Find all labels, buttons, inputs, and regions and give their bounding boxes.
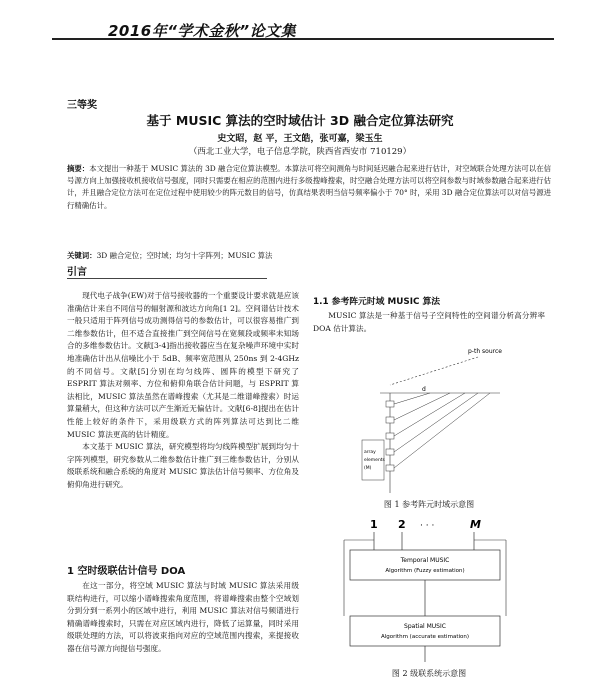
fig2-arrows <box>374 532 474 550</box>
section1-heading: 1 空时级联估计信号 DOA <box>67 566 186 577</box>
abstract <box>67 163 551 212</box>
fig2-box2-line1: Spatial MUSIC <box>404 623 446 630</box>
fig2-box-temporal <box>350 550 500 580</box>
fig2-box1-line1: Temporal MUSIC <box>400 557 450 564</box>
fig1-ray <box>394 393 430 404</box>
intro-heading: 引言 <box>67 267 87 278</box>
section11-body <box>313 310 545 335</box>
fig2-box-spatial <box>350 616 500 646</box>
fig1-element <box>386 417 394 423</box>
fig1-element <box>386 465 394 471</box>
fig1-ray <box>394 393 478 452</box>
affiliation: （西北工业大学，电子信息学院，陕西省西安市 710129） <box>188 147 412 157</box>
fig1-d-label: d <box>422 386 426 393</box>
fig2-box1-line2: Algorithm (Fuzzy estimation) <box>385 568 465 574</box>
section1-body <box>67 580 299 656</box>
fig2-box2-line2: Algorithm (accurate estimation) <box>381 634 469 640</box>
figure2-caption: 图 2 级联系统示意图 <box>391 669 467 678</box>
keywords-text: 3D 融合定位；空时域；均匀十字阵列；MUSIC 算法 <box>96 251 273 260</box>
intro-paragraph-1: 现代电子战争(EW)对于信号接收器的一个重要设计要求就是应该准确估计来自不同信号的辐射源和波达方向角[1 2]。空间谱估计技术一般只适用于阵列信号成功测得信号的参数估计，可以很容易推广到二维参数估计，但不适合直接推广到空间信号在宽频段或频率未知场合的多维参数估计。文献[3-4]指出接收器应当在复杂噪声环境中实时地准确估计出从信噪比小于 5dB、频率宽范围从 250ns 到 2-4GHz 的不同信号。文献[5]分别在均匀线阵、圆阵的模型下研究了 ESPRIT 算法对频率、方位和俯仰角联合估计问题，与 ESPRIT 算法相比，MUSIC 算法虽然在谱峰搜索（尤其是二维谱峰搜索）时运算量稍大，但这种方法可以产生渐近无偏估计。文献[6-8]提出在估计性能上较好的条件下，采用级联方式的阵列算法可达到比二维 MUSIC 算法更高的估计精度。 <box>67 291 299 439</box>
intro-rule <box>67 278 267 279</box>
figure1-caption: 图 1 参考阵元时域示意图 <box>383 500 475 509</box>
fig1-ray <box>394 393 490 468</box>
section1-paragraph-1: 在这一部分，将空域 MUSIC 算法与时域 MUSIC 算法采用级联结构进行，可以缩小谱峰搜索角度范围，将谱峰搜索由整个空域划分到分到一系列小的区域中进行，利用 MUSIC 算法对信号频谱进行精确谱峰搜索时，只需在对应区域内进行，降低了运算量，同时采用级联处理的方法，可以将波束指向对应的空域范围内搜索，来提接收器在信号源方向提信号强度。 <box>67 581 299 653</box>
fig1-element <box>386 449 394 455</box>
fig2-label-m: M <box>470 518 481 531</box>
award-label: 三等奖 <box>67 100 97 111</box>
fig2-label-1: 1 <box>370 518 378 531</box>
figure1-diagram <box>360 345 510 495</box>
fig1-ray <box>394 393 465 436</box>
keywords-label: 关键词： <box>67 251 97 260</box>
fig1-array-label-1: array <box>364 450 376 455</box>
section11-heading: 1.1 参考阵元时域 MUSIC 算法 <box>313 297 441 307</box>
figure2-diagram <box>340 516 510 666</box>
section11-paragraph-1: MUSIC 算法是一种基于信号子空间特性的空间谱分析高分辨率 DOA 估计算法。 <box>313 311 545 333</box>
header-title: 2016年“学术金秋”论文集 <box>108 22 297 40</box>
fig1-ray <box>394 393 450 420</box>
fig1-source-label: p-th source <box>468 348 502 355</box>
abstract-text: 本文提出一种基于 MUSIC 算法的 3D 融合定位算法模型。本算法可将空间测角与时间延迟融合起来进行估计，对空域联合处理方法可以在信号源方向上加强接收机接收信号强度，同时只需要在相应的范围内进行多级搜峰搜索，时空融合处理方法可以将空间参数与时域参数融合起来进行估计，并且融合定位方法可在定位过程中使用较少的阵元数目的信号，仿真结果表明当信号频率偏小于 70° 时，采用 3D 融合定位算法可以对信号源进行精确估计。 <box>67 164 551 210</box>
intro-body <box>67 290 299 492</box>
fig1-element <box>386 401 394 407</box>
paper-title: 基于 MUSIC 算法的空时域估计 3D 融合定位算法研究 <box>146 113 454 128</box>
fig2-label-2: 2 <box>398 518 406 531</box>
fig1-element <box>386 433 394 439</box>
fig1-array-label-3: (M) <box>364 466 372 471</box>
fig1-wave-line <box>390 357 478 385</box>
fig1-array-label-2: elements <box>364 458 385 463</box>
abstract-label: 摘要： <box>67 164 90 173</box>
header-rule <box>52 38 554 40</box>
intro-paragraph-2: 本文基于 MUSIC 算法，研究模型将均匀线阵模型扩展到均匀十字阵列模型，研究参数从二维参数估计推广到三维参数估计，分别从级联系统和融合系统的角度对 MUSIC 算法估计信号频率、方位角及俯仰角进行研究。 <box>67 442 299 489</box>
fig2-dots: · · · <box>420 521 435 531</box>
keywords <box>67 250 551 261</box>
fig1-rays <box>394 393 490 468</box>
authors: 史文昭，赵 平，王文皓，张可嘉，梁玉生 <box>217 134 383 144</box>
